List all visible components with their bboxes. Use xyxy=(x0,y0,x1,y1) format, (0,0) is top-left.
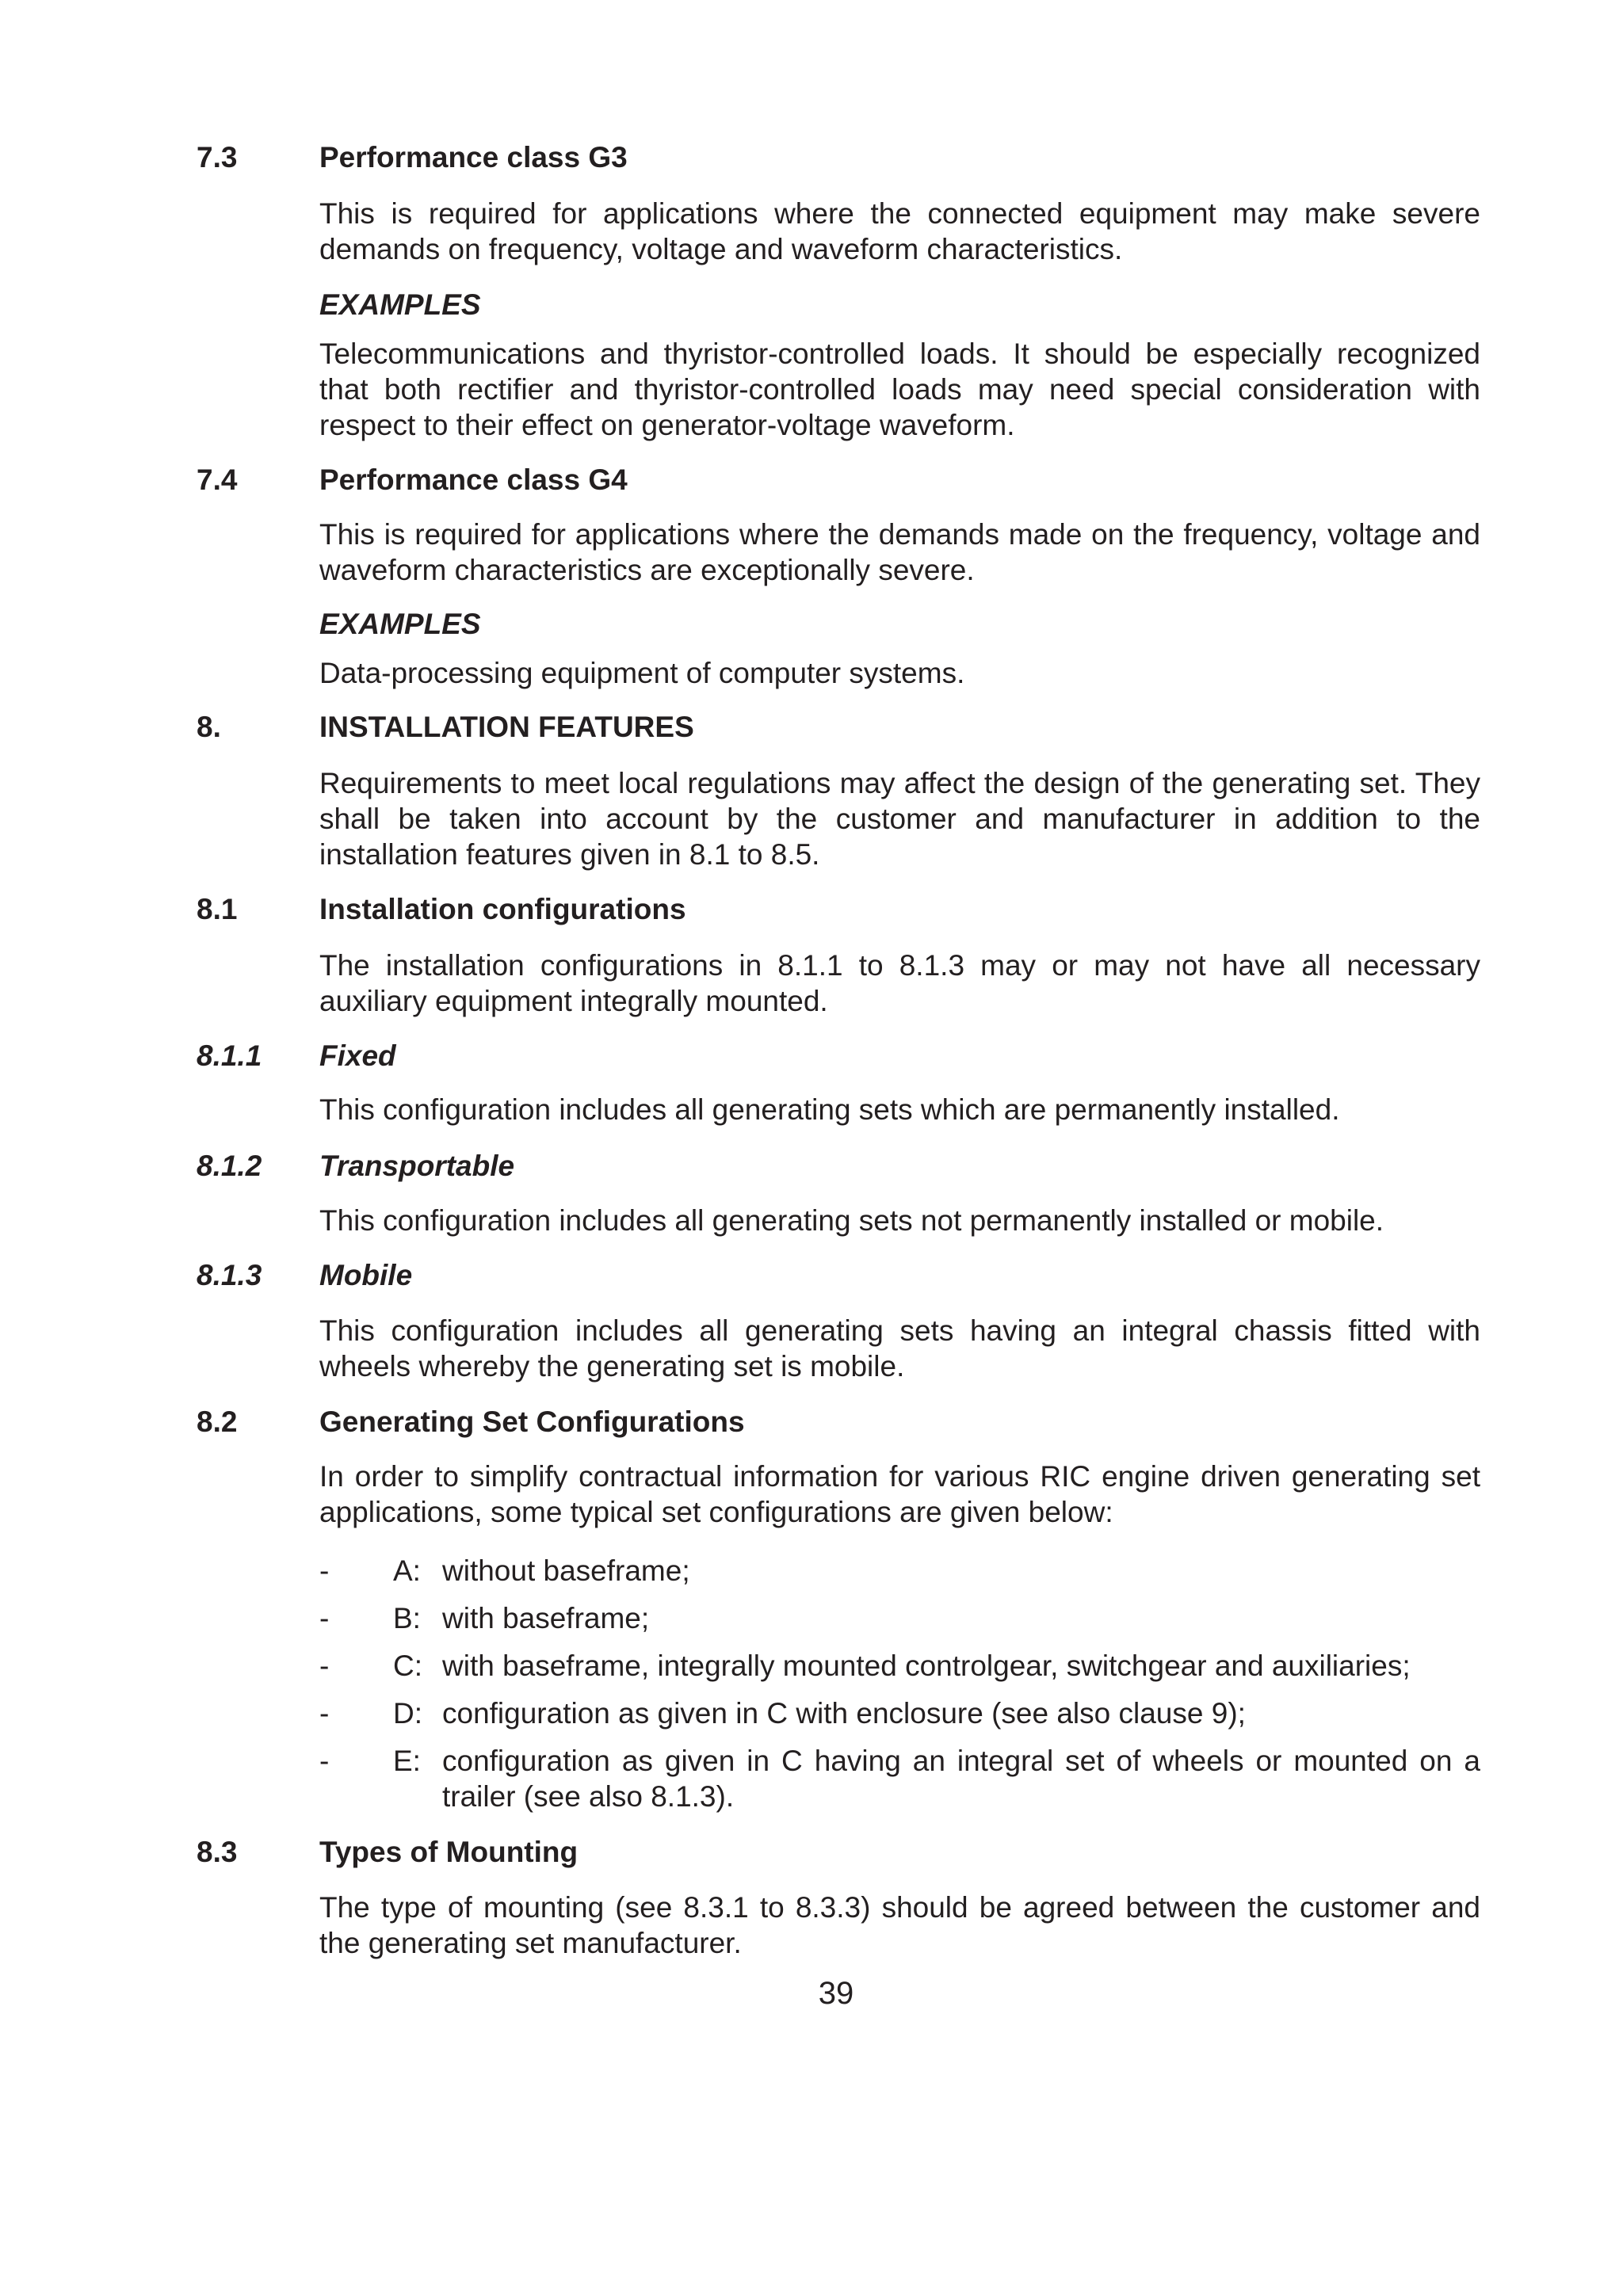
paragraph-7-3-examples: Telecommunications and thyristor-controlled loads. It should be especially recognized that both rectifier and thyristor-controlled loads may need special consideration with respect to their effect on generator-voltage waveform. xyxy=(319,338,1480,441)
paragraph-8-3: The type of mounting (see 8.3.1 to 8.3.3) should be agreed between the customer and the generating set manufacturer. xyxy=(319,1891,1480,1959)
section-number: 7.4 xyxy=(197,463,238,496)
paragraph-8-1-3: This configuration includes all generating sets having an integral chassis fitted with wheels whereby the generating set is mobile. xyxy=(319,1314,1480,1383)
section-number: 7.3 xyxy=(197,141,238,174)
list-text: without baseframe; xyxy=(442,1554,690,1587)
section-title: Performance class G3 xyxy=(319,141,628,174)
section-title: Transportable xyxy=(319,1150,515,1182)
list-dash: - xyxy=(319,1745,330,1777)
list-text: configuration as given in C with enclosure (see also clause 9); xyxy=(442,1697,1246,1730)
list-letter: D: xyxy=(393,1697,422,1730)
paragraph-7-4-examples: Data-processing equipment of computer systems. xyxy=(319,657,965,689)
list-dash: - xyxy=(319,1554,330,1587)
list-letter: E: xyxy=(393,1745,421,1777)
paragraph-8-2: In order to simplify contractual information for various RIC engine driven generating set applications, some typical set configurations are given below: xyxy=(319,1460,1480,1528)
paragraph-7-4: This is required for applications where the demands made on the frequency, voltage and waveform characteristics are exceptionally severe. xyxy=(319,518,1480,586)
paragraph-8: Requirements to meet local regulations may affect the design of the generating set. They shall be taken into account by the customer and manufacturer in addition to the installation features given in 8.1 to 8.5. xyxy=(319,767,1480,871)
paragraph-8-1: The installation configurations in 8.1.1 to 8.1.3 may or may not have all necessary auxiliary equipment integrally mounted. xyxy=(319,949,1480,1017)
list-dash: - xyxy=(319,1650,330,1682)
section-title: Fixed xyxy=(319,1039,396,1072)
list-text: with baseframe; xyxy=(442,1602,650,1634)
list-text: configuration as given in C having an integral set of wheels or mounted on a trailer (see also 8.1.3). xyxy=(442,1745,1480,1813)
section-number: 8.2 xyxy=(197,1405,238,1438)
page-number: 39 xyxy=(818,1976,854,2011)
paragraph-8-1-2: This configuration includes all generating sets not permanently installed or mobile. xyxy=(319,1204,1384,1237)
list-dash: - xyxy=(319,1697,330,1730)
list-dash: - xyxy=(319,1602,330,1634)
section-title: Installation configurations xyxy=(319,893,686,925)
section-title: Types of Mounting xyxy=(319,1836,579,1868)
paragraph-7-3: This is required for applications where the connected equipment may make severe demands on frequency, voltage and waveform characteristics. xyxy=(319,197,1480,265)
section-title: Generating Set Configurations xyxy=(319,1405,745,1438)
list-text: with baseframe, integrally mounted controlgear, switchgear and auxiliaries; xyxy=(442,1650,1411,1682)
paragraph-8-1-1: This configuration includes all generating sets which are permanently installed. xyxy=(319,1093,1340,1126)
list-letter: A: xyxy=(393,1554,421,1587)
section-title: Mobile xyxy=(319,1259,413,1291)
section-number: 8.1.2 xyxy=(197,1150,262,1182)
section-number: 8.3 xyxy=(197,1836,238,1868)
examples-label: EXAMPLES xyxy=(319,608,481,640)
list-letter: C: xyxy=(393,1650,422,1682)
list-letter: B: xyxy=(393,1602,421,1634)
examples-label: EXAMPLES xyxy=(319,288,481,321)
section-number: 8.1.1 xyxy=(197,1039,262,1072)
section-number: 8.1.3 xyxy=(197,1259,262,1291)
section-title: INSTALLATION FEATURES xyxy=(319,711,694,743)
section-number: 8. xyxy=(197,711,221,743)
section-number: 8.1 xyxy=(197,893,238,925)
section-title: Performance class G4 xyxy=(319,463,628,496)
